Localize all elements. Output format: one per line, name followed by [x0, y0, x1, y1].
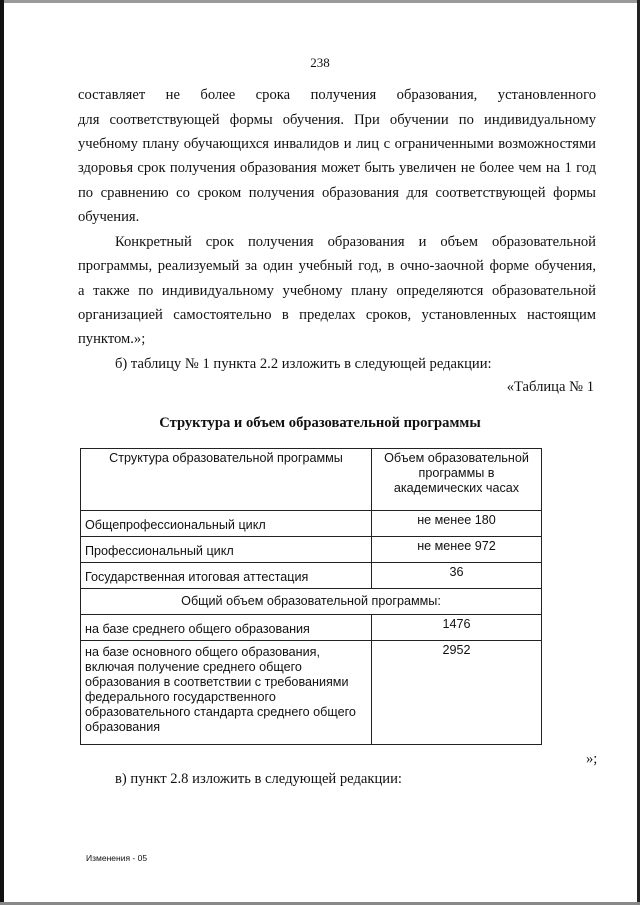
table-cell: на базе основного общего образования, включая получение среднего общего образования в соответствии с требованиями федерального государственного образовательного стандарта среднего общего образования [81, 641, 372, 745]
paragraph-line: составляет не более срока получения образования, установленного [78, 87, 596, 103]
table-cell: не менее 972 [372, 537, 542, 563]
structure-table [80, 448, 542, 745]
table-row [81, 511, 542, 537]
paragraph-line: для соответствующей формы обучения. При обучении по индивидуальному [78, 112, 596, 128]
table-cell: Государственная итоговая аттестация [81, 563, 372, 589]
page-number: 238 [310, 55, 330, 70]
scan-edge-top [0, 0, 640, 3]
paragraph-line: пунктом.»; [78, 331, 146, 347]
footer-note: Изменения - 05 [86, 853, 148, 863]
paragraph-line: организацией самостоятельно в пределах сроков, установленных настоящим [78, 307, 596, 323]
table-label: «Таблица № 1 [506, 379, 594, 395]
paragraph-line: программы, реализуемый за один учебный год, в очно-заочной форме обучения, [78, 258, 596, 274]
table-cell: на базе среднего общего образования [81, 615, 372, 641]
table-section-cell: Общий объем образовательной программы: [81, 589, 542, 615]
table-header-cell: Структура образовательной программы [81, 449, 372, 511]
table-row [81, 563, 542, 589]
table-cell: Профессиональный цикл [81, 537, 372, 563]
closing-quote: »; [586, 751, 598, 767]
paragraph-line: обучения. [78, 209, 140, 225]
paragraph-line: а также по индивидуальному учебному плану определяются образовательной [78, 283, 596, 299]
paragraph-line: здоровья срок получения образования может быть увеличен не более чем на 1 год [78, 160, 596, 176]
table-cell: 2952 [372, 641, 542, 745]
table-section-row [81, 589, 542, 615]
table-cell: 1476 [372, 615, 542, 641]
table-row [81, 641, 542, 745]
table-cell: не менее 180 [372, 511, 542, 537]
table-cell: 36 [372, 563, 542, 589]
item-v: в) пункт 2.8 изложить в следующей редакции: [115, 771, 402, 787]
item-b: б) таблицу № 1 пункта 2.2 изложить в следующей редакции: [115, 356, 492, 372]
scan-edge-left [0, 0, 4, 905]
table-cell: Общепрофессиональный цикл [81, 511, 372, 537]
table-header-cell: Объем образовательной программы в академических часах [372, 449, 542, 511]
table-row [81, 615, 542, 641]
table-title: Структура и объем образовательной программы [159, 415, 481, 431]
paragraph-line: по сравнению со сроком получения образования для соответствующей формы [78, 185, 596, 201]
table-header-row [81, 449, 542, 511]
table-row [81, 537, 542, 563]
paragraph-line: учебному плану обучающихся инвалидов и лиц с ограниченными возможностями [78, 136, 596, 152]
paragraph-line: Конкретный срок получения образования и объем образовательной [115, 234, 596, 250]
